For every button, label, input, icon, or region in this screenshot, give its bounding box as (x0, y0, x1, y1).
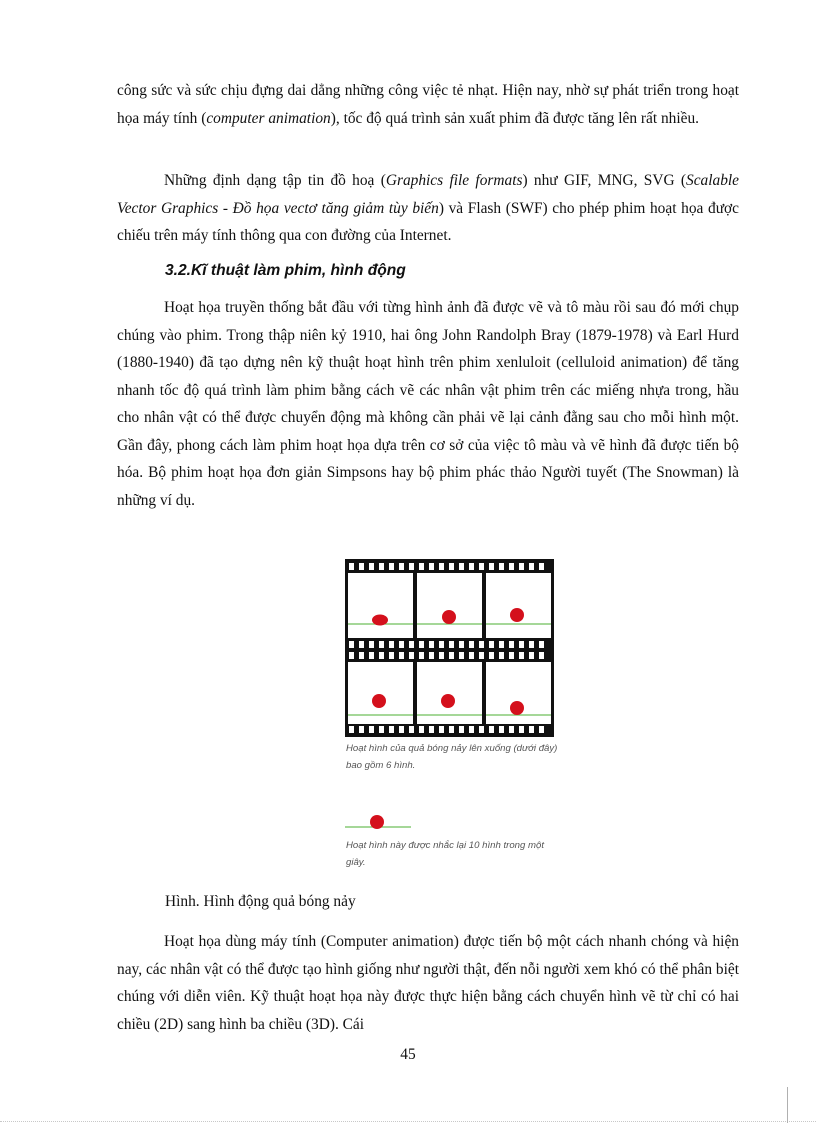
paragraph-2-start: Những định dạng tập tin đồ hoạ ( (164, 172, 386, 189)
single-ball-figure (345, 815, 411, 831)
paragraph-1-italic: computer animation (206, 109, 331, 127)
ball (510, 608, 524, 622)
paragraph-1-text: công sức và sức chịu đựng dai dẳng những công việc tẻ nhạt. Hiện nay, nhờ sự phát triển trong hoạt họa máy tính ( (117, 82, 739, 127)
paragraph-2 (117, 167, 739, 250)
ball (442, 610, 456, 624)
ball (370, 815, 384, 829)
section-heading: 3.2.Kĩ thuật làm phim, hình động (165, 262, 406, 279)
frame-3 (486, 573, 551, 638)
paragraph-2-end: ) và Flash (SWF) cho phép phim hoạt họa được chiếu trên máy tính thông qua con đường của Internet. (117, 199, 739, 244)
figure-title: Hình. Hình động quả bóng nảy (165, 893, 356, 910)
frame-2 (417, 573, 482, 638)
paragraph-2-italic-1: Graphics file formats (385, 172, 523, 189)
paragraph-1 (117, 77, 739, 132)
paragraph-4: Hoạt họa dùng máy tính (Computer animation) được tiến bộ một cách nhanh chóng và hiện nay, các nhân vật có thể được tạo hình giống như người thật, đến nỗi người xem khó có thể phân biệt chúng với diễn viên. Kỹ thuật hoạt họa này được thực hiện bằng cách chuyển hình vẽ từ chỉ có hai chiều (2D) sang hình ba chiều (3D). Cái (117, 933, 739, 1033)
page-number: 45 (400, 1046, 416, 1063)
frame-5 (417, 662, 482, 724)
frame-1 (348, 573, 413, 638)
paragraph-3: Hoạt họa truyền thống bắt đầu với từng hình ảnh đã được vẽ và tô màu rồi sau đó mới chụp chúng vào phim. Trong thập niên kỷ 1910, hai ông John Randolph Bray (1879-1978) và Earl Hurd (1880-1940) đã tạo dựng nên kỹ thuật hoạt hình trên phim xenluloit (celluloid animation) để tăng nhanh tốc độ quá trình làm phim bằng cách vẽ các nhân vật phim trên các miếng nhựa trong, hầu cho nhân vật có thể được chuyển động mà không cần phải vẽ lại cảnh đằng sau cho mỗi hình một. Gần đây, phong cách làm phim hoạt họa dựa trên cơ sở của việc tô màu và vẽ hình đã được tiến bộ hóa. Bộ phim hoạt họa đơn giản Simpsons hay bộ phim phác thảo Người tuyết (The Snowman) là những ví dụ. (117, 299, 739, 509)
ball (441, 694, 455, 708)
paragraph-1-end: ), tốc độ quá trình sản xuất phim đã được tăng lên rất nhiều. (330, 109, 699, 127)
page-corner-mark (787, 1087, 788, 1123)
paragraph-2-italic-2: Scalable Vector Graphics - Đồ họa vectơ tăng giảm tùy biến (117, 172, 740, 217)
page-bottom-border (0, 1121, 816, 1122)
frame-4 (348, 662, 413, 724)
paragraph-2-mid: ) như GIF, MNG, SVG ( (522, 172, 687, 189)
frame-6 (486, 662, 551, 724)
film-strip-figure (345, 559, 554, 737)
figure-caption-1: Hoạt hình của quả bóng nảy lên xuống (dưới đây) bao gồm 6 hình. (346, 743, 558, 771)
figure-caption-2: Hoạt hình này được nhắc lại 10 hình trong một giây. (346, 840, 545, 868)
ball (510, 701, 524, 715)
ball (372, 615, 388, 626)
ball (372, 694, 386, 708)
